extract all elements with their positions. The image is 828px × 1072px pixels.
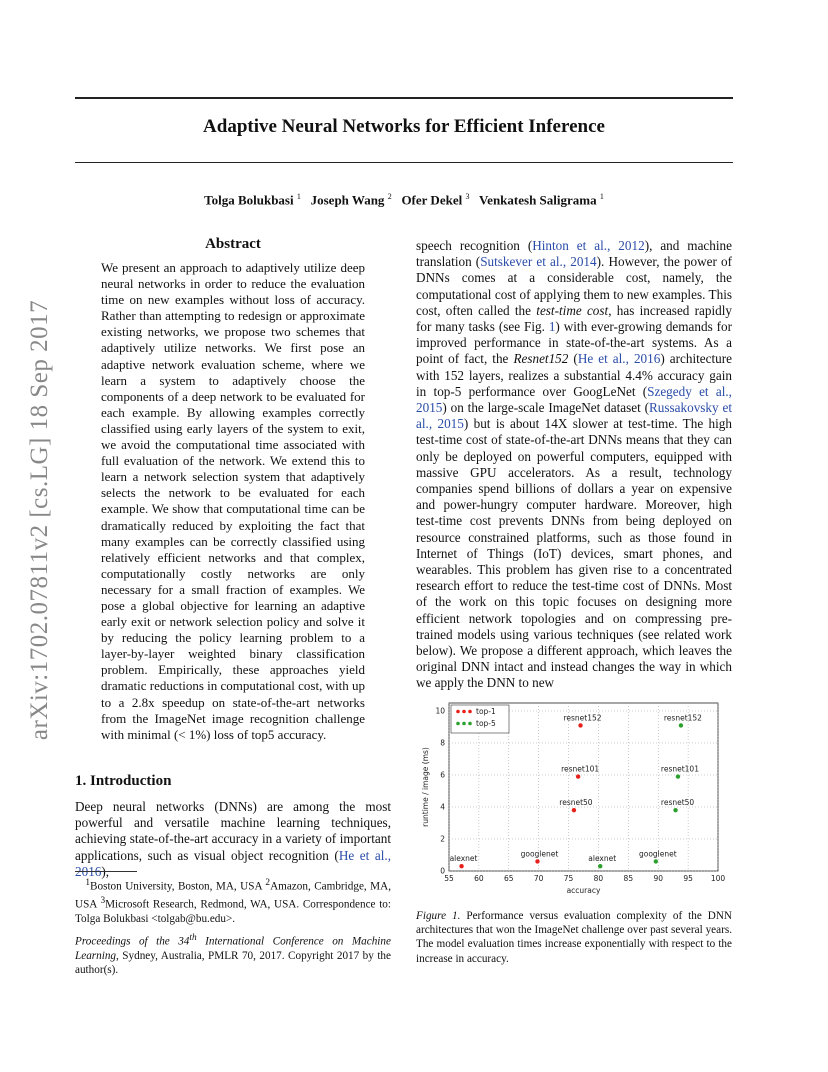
- intro-emphasis: Resnet152: [513, 351, 569, 367]
- title-bottom-rule: [75, 162, 733, 163]
- data-point: [535, 859, 539, 863]
- intro-emphasis: test-time cost: [536, 302, 609, 318]
- point-label: resnet101: [660, 764, 699, 774]
- abstract-heading: Abstract: [205, 236, 261, 252]
- intro-text: ) on the large-scale ImageNet dataset (: [442, 400, 650, 416]
- legend-marker: [462, 710, 466, 714]
- data-point: [673, 808, 677, 812]
- introduction-heading: 1. Introduction: [75, 773, 172, 789]
- footnote-marker: 3: [100, 895, 106, 906]
- author-name: Venkatesh Saligrama: [478, 192, 597, 208]
- author-list: [75, 192, 733, 208]
- x-axis-label: accuracy: [566, 886, 601, 895]
- figure-caption: [416, 909, 732, 966]
- point-label: googlenet: [638, 849, 677, 859]
- legend-marker: [468, 722, 472, 726]
- proceedings-italic: Proceedings of the 34: [75, 935, 190, 948]
- introduction-left-paragraph: [75, 799, 391, 880]
- title-top-rule: [75, 97, 733, 99]
- legend-marker: [468, 710, 472, 714]
- footnote-text: Amazon, Cambridge, MA, USA: [75, 880, 391, 911]
- data-point: [459, 864, 463, 868]
- footnote-text: Boston University, Boston, MA, USA: [90, 880, 266, 893]
- x-tick-label: 65: [504, 874, 514, 883]
- legend-label: top-1: [476, 707, 496, 716]
- y-tick-label: 10: [435, 706, 445, 716]
- x-tick-label: 70: [533, 874, 544, 883]
- citation-link[interactable]: He et al., 2016: [577, 351, 661, 367]
- data-point: [654, 859, 658, 863]
- footnote-text: Microsoft Research, Redmond, WA, USA. Correspondence to: Tolga Bolukbasi <tolgab@bu.edu>.: [75, 898, 392, 925]
- author-affiliation: 1: [599, 192, 604, 201]
- legend-marker: [456, 722, 460, 726]
- data-point: [676, 774, 680, 778]
- point-label: alexnet: [449, 854, 478, 864]
- data-point: [578, 723, 582, 727]
- affiliation-footnote: [75, 876, 391, 926]
- proceedings-text: , Sydney, Australia, PMLR 70, 2017. Copyright 2017 by the author(s).: [75, 949, 391, 977]
- intro-text: ) but is about 14X slower at test-time. The high test-time cost of state-of-the-art DNNs means that they can only be deployed on powerful computers, equipped with massive GPU accelerators. As a result, technology companies spend billions of dollars a year on expensive and power-hungry computer hardware. Moreover, high test-time cost prevents DNNs from being deployed on resource constrained platforms, such as those found in Internet of Things (IoT) devices, smart phones, and wearables. This problem has given rise to a concentrated research effort to reduce the test-time cost of DNNs. Most of the work on this topic focuses on designing more efficient network topologies and on compressing pre-trained models using various techniques (see related work below). We propose a different approach, which leaves the original DNN intact and instead changes the way in which we apply the DNN to new: [416, 416, 732, 691]
- intro-text: (: [568, 351, 578, 367]
- data-point: [679, 723, 683, 727]
- point-label: googlenet: [520, 849, 559, 859]
- y-tick-label: 6: [440, 770, 445, 780]
- caption-text: Performance versus evaluation complexity of the DNN architectures that won the ImageNet challenge over past several years. The model evaluation times increase exponentially with respect to the increase in accuracy.: [416, 910, 732, 965]
- citation-link[interactable]: Russakovsky et al., 2015: [416, 400, 732, 432]
- y-tick-label: 4: [440, 802, 445, 812]
- data-point: [576, 774, 580, 778]
- abstract-body: We present an approach to adaptively utilize deep neural networks in order to reduce the evaluation time on new examples without loss of accuracy. Rather than attempting to redesign or approximate existing networks, we propose two schemes that adaptively utilize networks. We first pose an adaptive network evaluation scheme, where we learn a system to adaptively choose the components of a deep network to be evaluated for each example. By allowing examples correctly classified using early layers of the system to exit, we avoid the computational time associated with full evaluation of the network. We extend this to learn a network selection system that adaptively selects the network to be evaluated for each example. We show that computational time can be dramatically reduced by exploiting the fact that many examples can be correctly classified using relatively efficient networks and that complex, computationally costly networks are only necessary for a small fraction of examples. We pose a global objective for learning an adaptive early exit or network selection policy and solve it by reducing the policy learning problem to a layer-by-layer weighted binary classification problem. Empirically, these approaches yield dramatic reductions in computational cost, with up to a 2.8x speedup on state-of-the-art networks from the ImageNet image recognition challenge with minimal (< 1%) loss of top5 accuracy.: [101, 260, 365, 742]
- author-name: Tolga Bolukbasi: [204, 192, 294, 208]
- figure-link[interactable]: 1: [548, 319, 556, 335]
- intro-text: ). However, the power of DNNs comes at a considerable cost, namely, the computational cost of applying them to new examples. This cost, often called the: [416, 254, 733, 318]
- author-affiliation: 2: [387, 192, 392, 201]
- y-axis-label: runtime / image (ms): [421, 747, 430, 827]
- arxiv-sidebar: arXiv:1702.07811v2 [cs.LG] 18 Sep 2017: [26, 299, 53, 741]
- author-affiliation: 1: [296, 192, 301, 201]
- citation-link[interactable]: He et al., 2016: [75, 847, 391, 879]
- point-label: resnet152: [563, 713, 602, 723]
- x-tick-label: 85: [623, 874, 634, 883]
- intro-text: ) with ever-growing demands for improved performance in state-of-the-art systems. As a point of fact, the: [416, 319, 733, 367]
- x-tick-label: 100: [710, 874, 726, 883]
- footnote-rule: [75, 871, 137, 872]
- intro-text: speech recognition (: [416, 238, 533, 253]
- x-tick-label: 60: [474, 874, 484, 883]
- data-point: [572, 808, 576, 812]
- intro-text: , has increased rapidly for many tasks (see Fig.: [416, 302, 733, 335]
- point-label: resnet101: [561, 764, 600, 774]
- author-affiliation: 3: [465, 192, 470, 201]
- proceedings-italic: International Conference on Machine Learning: [75, 935, 391, 962]
- x-tick-label: 75: [563, 874, 574, 883]
- citation-link[interactable]: Hinton et al., 2012: [532, 238, 645, 253]
- footnote-marker: 2: [265, 878, 271, 888]
- legend-label: top-5: [476, 719, 496, 728]
- legend-marker: [462, 722, 466, 726]
- citation-link[interactable]: Szegedy et al., 2015: [416, 383, 732, 416]
- paper-title: Adaptive Neural Networks for Efficient Inference: [203, 116, 605, 137]
- citation-link[interactable]: Sutskever et al., 2014: [480, 254, 597, 270]
- data-point: [598, 864, 602, 868]
- intro-text: ),: [101, 863, 110, 879]
- x-tick-label: 90: [653, 874, 663, 883]
- point-label: resnet50: [660, 798, 695, 808]
- point-label: alexnet: [588, 854, 617, 864]
- intro-text: Deep neural networks (DNNs) are among the most powerful and versatile machine learning techniques, achieving state-of-the-art accuracy in a variety of important applications, such as visual object recognition (: [75, 799, 391, 863]
- proceedings-superscript: th: [189, 933, 197, 943]
- introduction-right-paragraph: [416, 238, 732, 692]
- y-tick-label: 8: [440, 738, 445, 748]
- author-name: Joseph Wang: [310, 192, 385, 208]
- y-tick-label: 0: [440, 866, 445, 876]
- caption-label: Figure 1.: [416, 910, 461, 922]
- intro-text: ), and machine translation (: [416, 238, 732, 270]
- figure-1: [416, 695, 732, 900]
- runtime-accuracy-scatter-chart: [416, 695, 732, 900]
- footnote-marker: 1: [85, 878, 91, 888]
- x-tick-label: 80: [593, 874, 604, 883]
- point-label: resnet50: [559, 798, 593, 808]
- intro-text: ) architecture with 152 layers, realizes a substantial 4.4% accuracy gain in top-5 performance over GoogLeNet (: [416, 351, 732, 399]
- proceedings-note: [75, 931, 391, 977]
- point-label: resnet152: [663, 713, 702, 723]
- x-tick-label: 55: [444, 874, 454, 883]
- legend-marker: [456, 710, 460, 714]
- y-tick-label: 2: [440, 834, 445, 844]
- x-tick-label: 95: [683, 874, 693, 883]
- author-name: Ofer Dekel: [401, 192, 463, 208]
